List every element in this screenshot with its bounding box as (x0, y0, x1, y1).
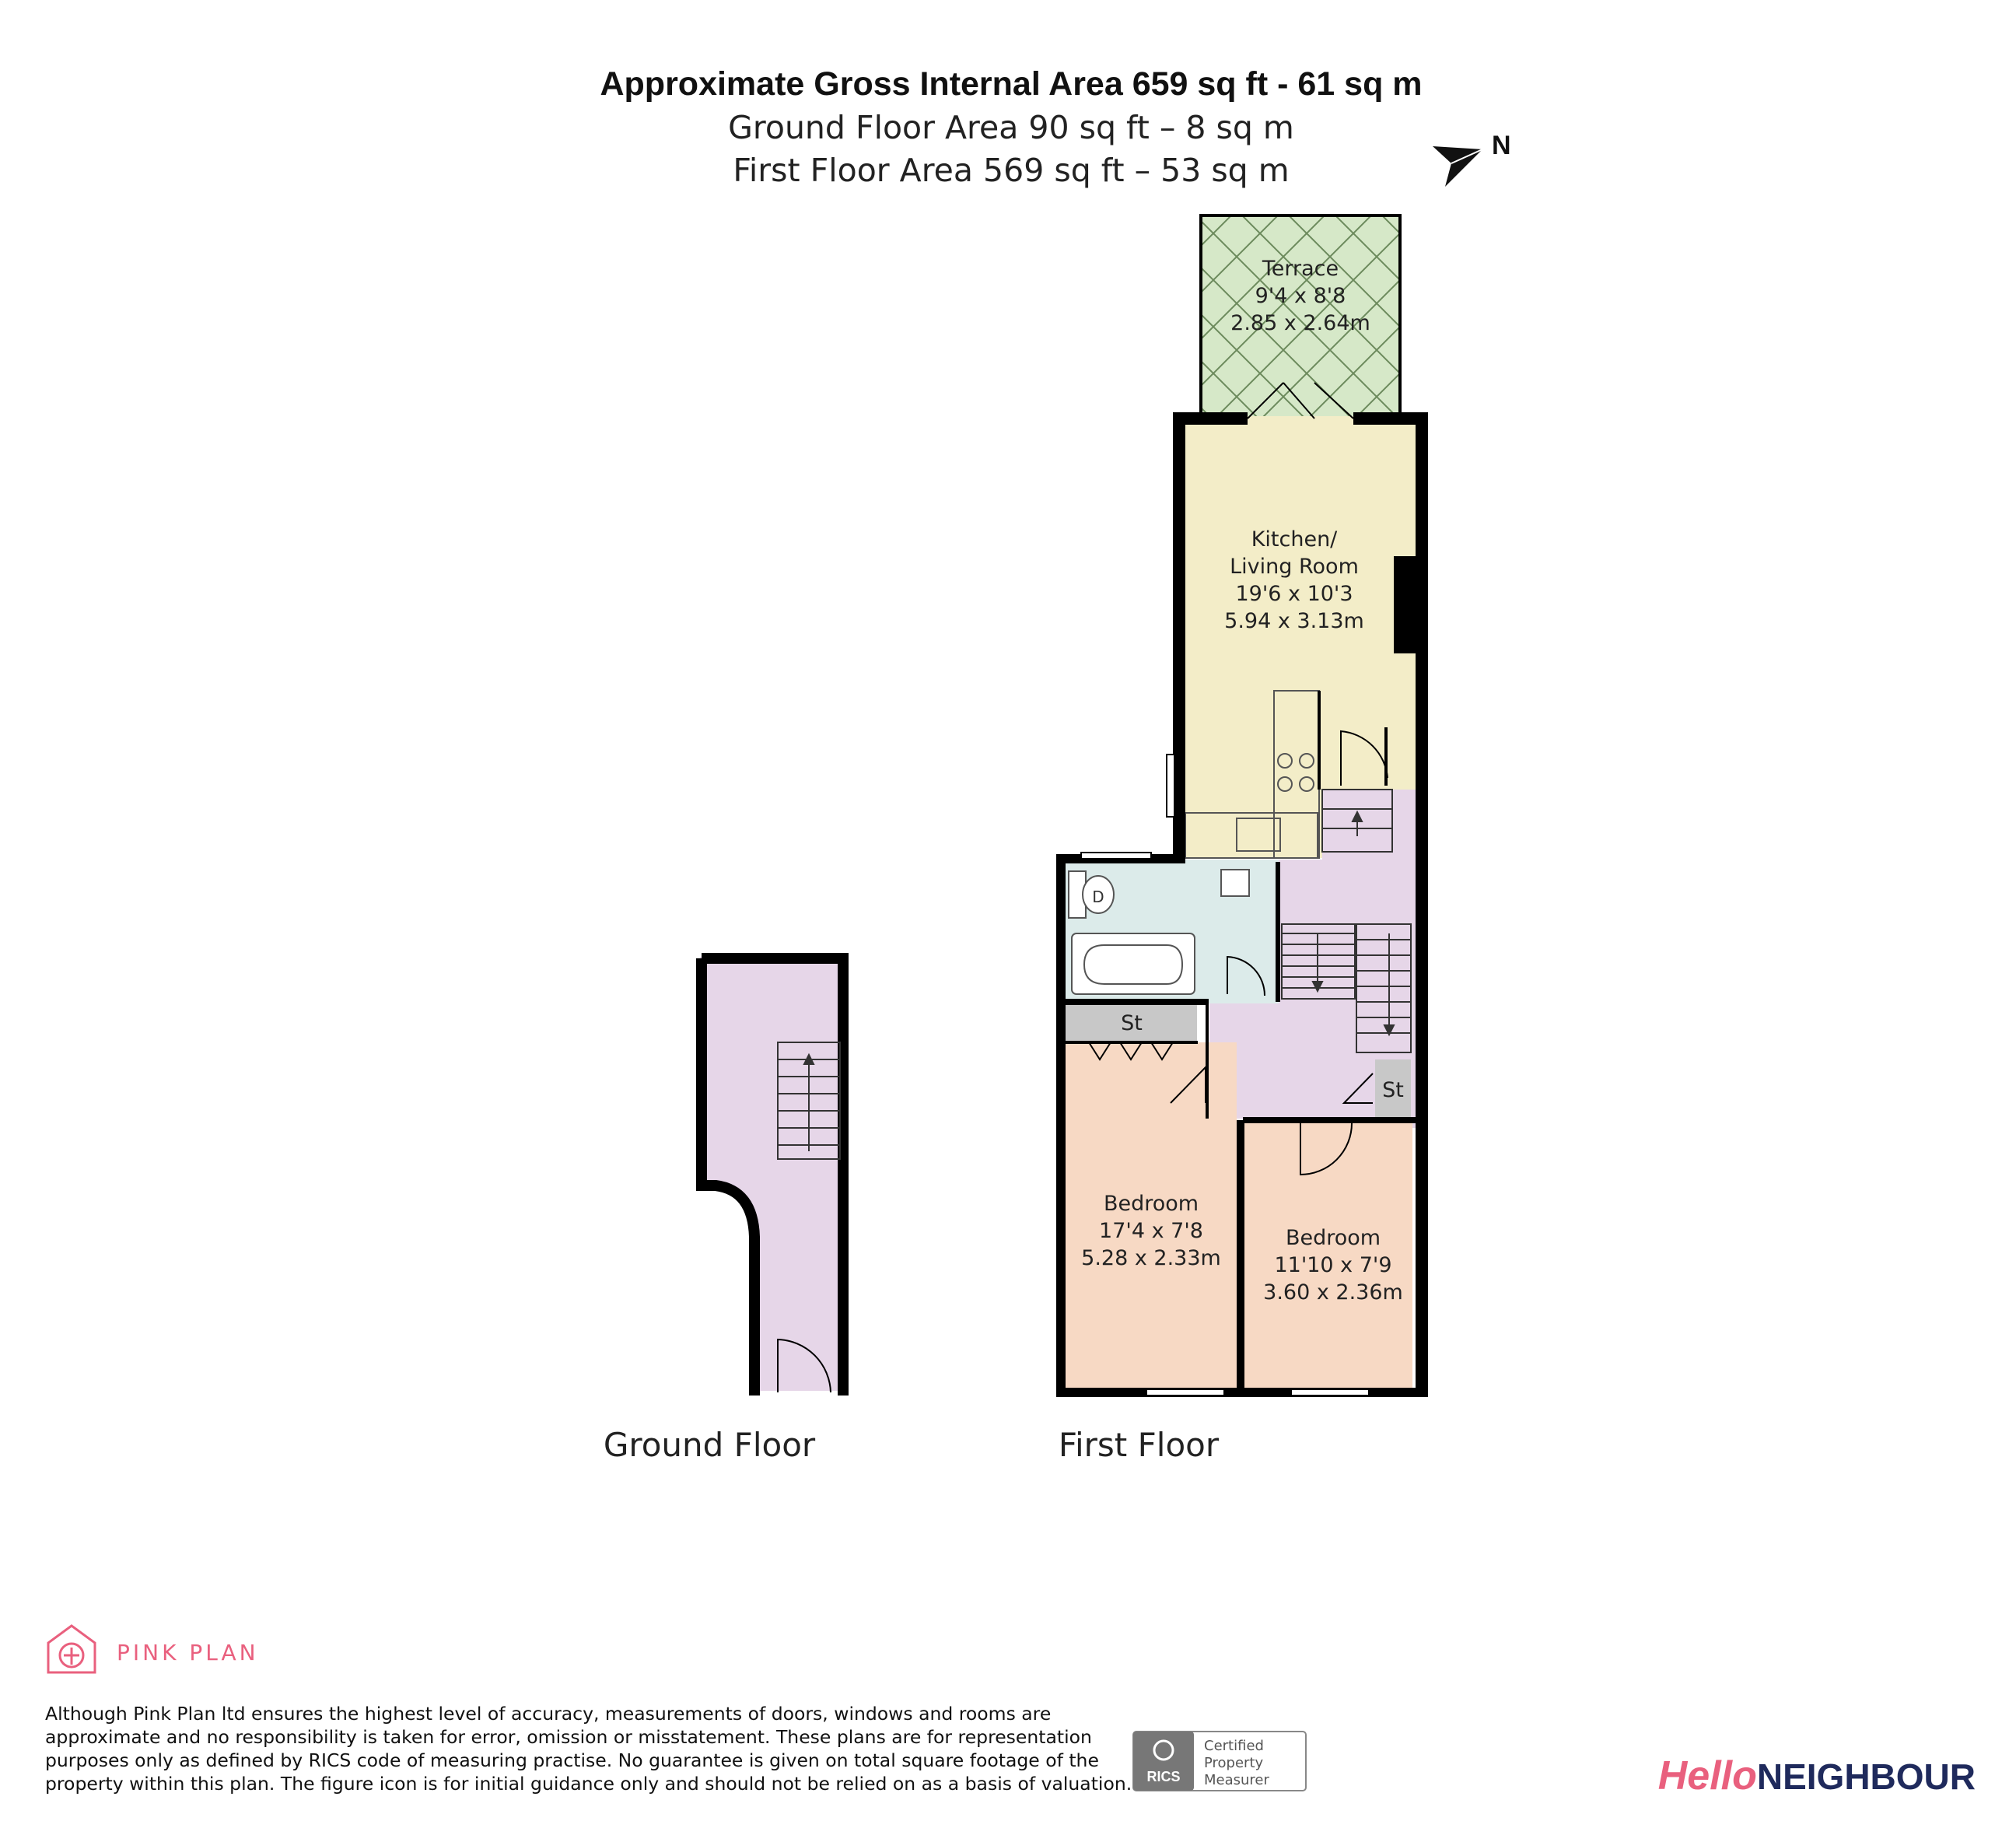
pink-plan-logo-icon (48, 1626, 95, 1672)
disclaimer-line-1: Although Pink Plan ltd ensures the highest level of accuracy, measurements of doors, windows and rooms are (45, 1703, 1052, 1725)
bedroom-2-metric: 3.60 x 2.36m (1263, 1280, 1403, 1304)
kitchen-name-2: Living Room (1230, 555, 1359, 579)
brand-name: PINK PLAN (117, 1640, 259, 1665)
disclaimer-line-3: purposes only as defined by RICS code of measuring practise. No guarantee is given on total square footage of the (45, 1749, 1099, 1771)
hello-neighbour-logo (1658, 1753, 1976, 1798)
disclaimer-line-2: approximate and no responsibility is taken for error, omission or misstatement. These plans are for representation (45, 1726, 1092, 1748)
hello-part: Hello (1657, 1753, 1757, 1798)
appliance-label: D (1092, 888, 1104, 906)
rics-line-3: Measurer (1204, 1772, 1269, 1788)
bedroom-1-metric: 5.28 x 2.33m (1081, 1246, 1221, 1270)
kitchen-metric: 5.94 x 3.13m (1224, 609, 1364, 633)
rics-line-1: Certified (1204, 1738, 1264, 1754)
first-floor-area: First Floor Area 569 sq ft – 53 sq m (733, 152, 1290, 189)
rics-badge (1133, 1732, 1306, 1791)
page-title: Approximate Gross Internal Area 659 sq ft - 61 sq m (600, 65, 1423, 103)
bedroom-2-imperial: 11'10 x 7'9 (1274, 1253, 1392, 1277)
bedroom-1-imperial: 17'4 x 7'8 (1099, 1219, 1203, 1243)
terrace-metric: 2.85 x 2.64m (1230, 311, 1370, 335)
north-arrow-icon (1433, 146, 1482, 187)
terrace-name: Terrace (1262, 257, 1339, 281)
ground-floor-plan (700, 957, 843, 1396)
chimney-breast (1394, 556, 1416, 653)
disclaimer-line-4: property within this plan. The figure icon is for initial guidance only and should not be relied on as a basis of valuation. (45, 1773, 1132, 1795)
ground-floor-area: Ground Floor Area 90 sq ft – 8 sq m (728, 109, 1294, 146)
kitchen-imperial: 19'6 x 10'3 (1235, 582, 1353, 606)
terrace-imperial: 9'4 x 8'8 (1255, 284, 1346, 308)
store-2-label: St (1382, 1078, 1404, 1102)
bedroom-1-name: Bedroom (1103, 1192, 1199, 1216)
hall-upper (1322, 790, 1425, 860)
ground-floor-hall (700, 957, 842, 1391)
rics-line-2: Property (1204, 1755, 1264, 1771)
ground-floor-label: Ground Floor (603, 1426, 816, 1464)
disclaimer (45, 1702, 1132, 1795)
north-label: N (1492, 131, 1511, 160)
rics-logo-text: RICS (1146, 1769, 1181, 1784)
store-1-label: St (1121, 1011, 1143, 1035)
bedroom-2-name: Bedroom (1285, 1226, 1381, 1250)
neighbour-part: NEIGHBOUR (1756, 1756, 1976, 1797)
first-floor-label: First Floor (1058, 1426, 1220, 1464)
kitchen-name-1: Kitchen/ (1251, 527, 1338, 552)
